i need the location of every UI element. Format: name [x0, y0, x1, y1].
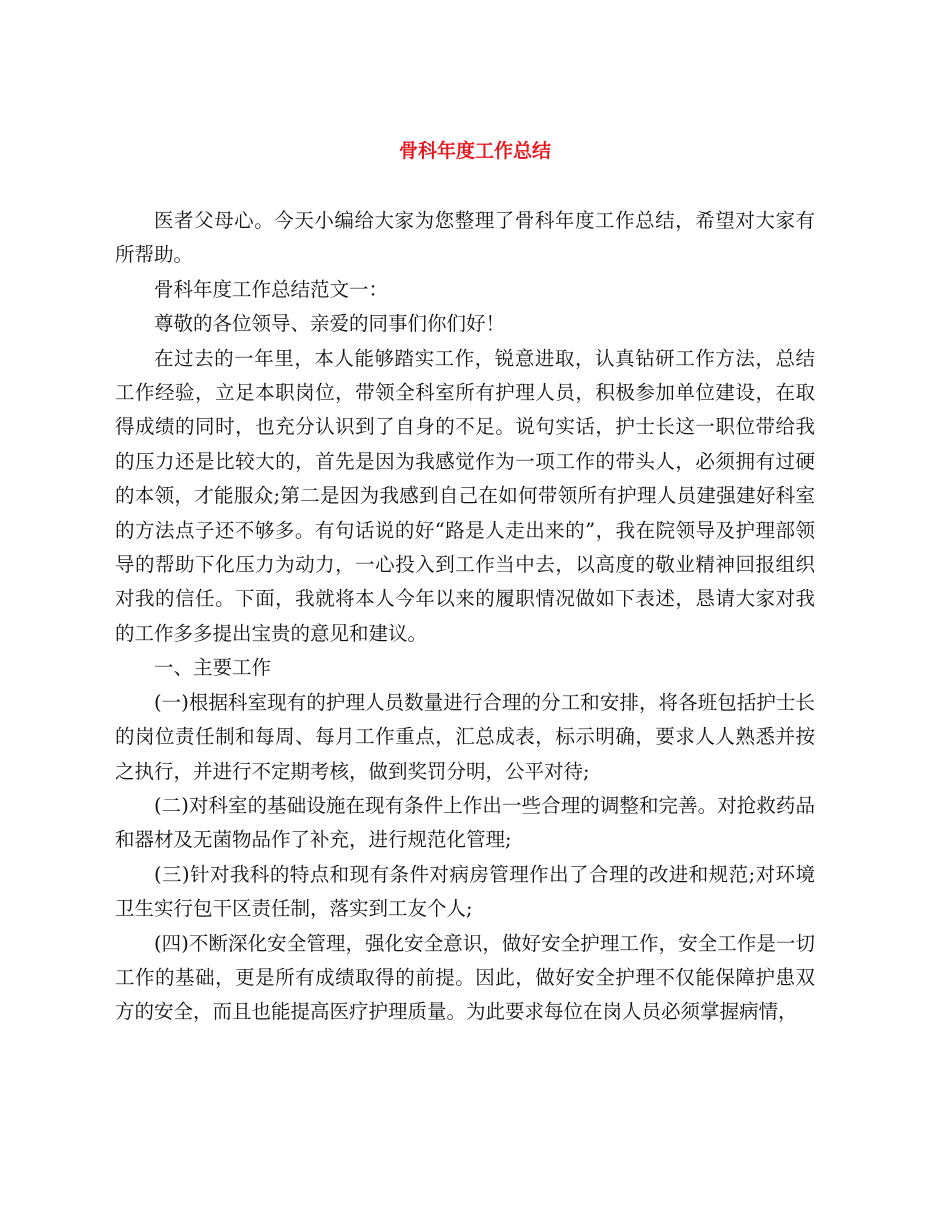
paragraph-sample-heading: 骨科年度工作总结范文一：: [154, 277, 389, 301]
paragraph-item-3: (三)针对我科的特点和现有条件对病房管理作出了合理的改进和规范;对环境卫生实行包干区责任制，落实到工友个人;: [115, 862, 815, 921]
paragraph-item-2: (二)对科室的基础设施在现有条件上作出一些合理的调整和完善。对抢救药品和器材及无菌物品作了补充，进行规范化管理;: [115, 793, 815, 852]
document-body: [115, 204, 815, 1030]
paragraph-intro: 医者父母心。今天小编给大家为您整理了骨科年度工作总结，希望对大家有所帮助。: [115, 209, 815, 267]
section-heading-main-work: 一、主要工作: [154, 656, 272, 680]
paragraph-main-text: 在过去的一年里，本人能够踏实工作，锐意进取，认真钻研工作方法，总结工作经验，立足本职岗位，带领全科室所有护理人员，积极参加单位建设，在取得成绩的同时，也充分认识到了自身的不足。说句实话，护士长这一职位带给我的压力还是比较大的，首先是因为我感觉作为一项工作的带头人，必须拥有过硬的本领，才能服众;第二是因为我感到自己在如何带领所有护理人员建强建好科室的方法点子还不够多。有句话说的好“路是人走出来的”，我在院领导及护理部领导的帮助下化压力为动力，一心投入到工作当中去，以高度的敬业精神回报组织对我的信任。下面，我就将本人今年以来的履职情况做如下表述，恳请大家对我的工作多多提出宝贵的意见和建议。: [115, 346, 815, 645]
document-title: 骨科年度工作总结: [398, 140, 551, 162]
paragraph-greeting: 尊敬的各位领导、亲爱的同事们你们好！: [154, 312, 506, 336]
paragraph-item-4: (四)不断深化安全管理，强化安全意识，做好安全护理工作，安全工作是一切工作的基础，更是所有成绩取得的前提。因此，做好安全护理不仅能保障护患双方的安全，而且也能提高医疗护理质量。为此要求每位在岗人员必须掌握病情，: [115, 931, 815, 1024]
paragraph-item-1: (一)根据科室现有的护理人员数量进行合理的分工和安排，将各班包括护士长的岗位责任制和每周、每月工作重点，汇总成表，标示明确，要求人人熟悉并按之执行，并进行不定期考核，做到奖罚分明，公平对待;: [115, 690, 815, 783]
